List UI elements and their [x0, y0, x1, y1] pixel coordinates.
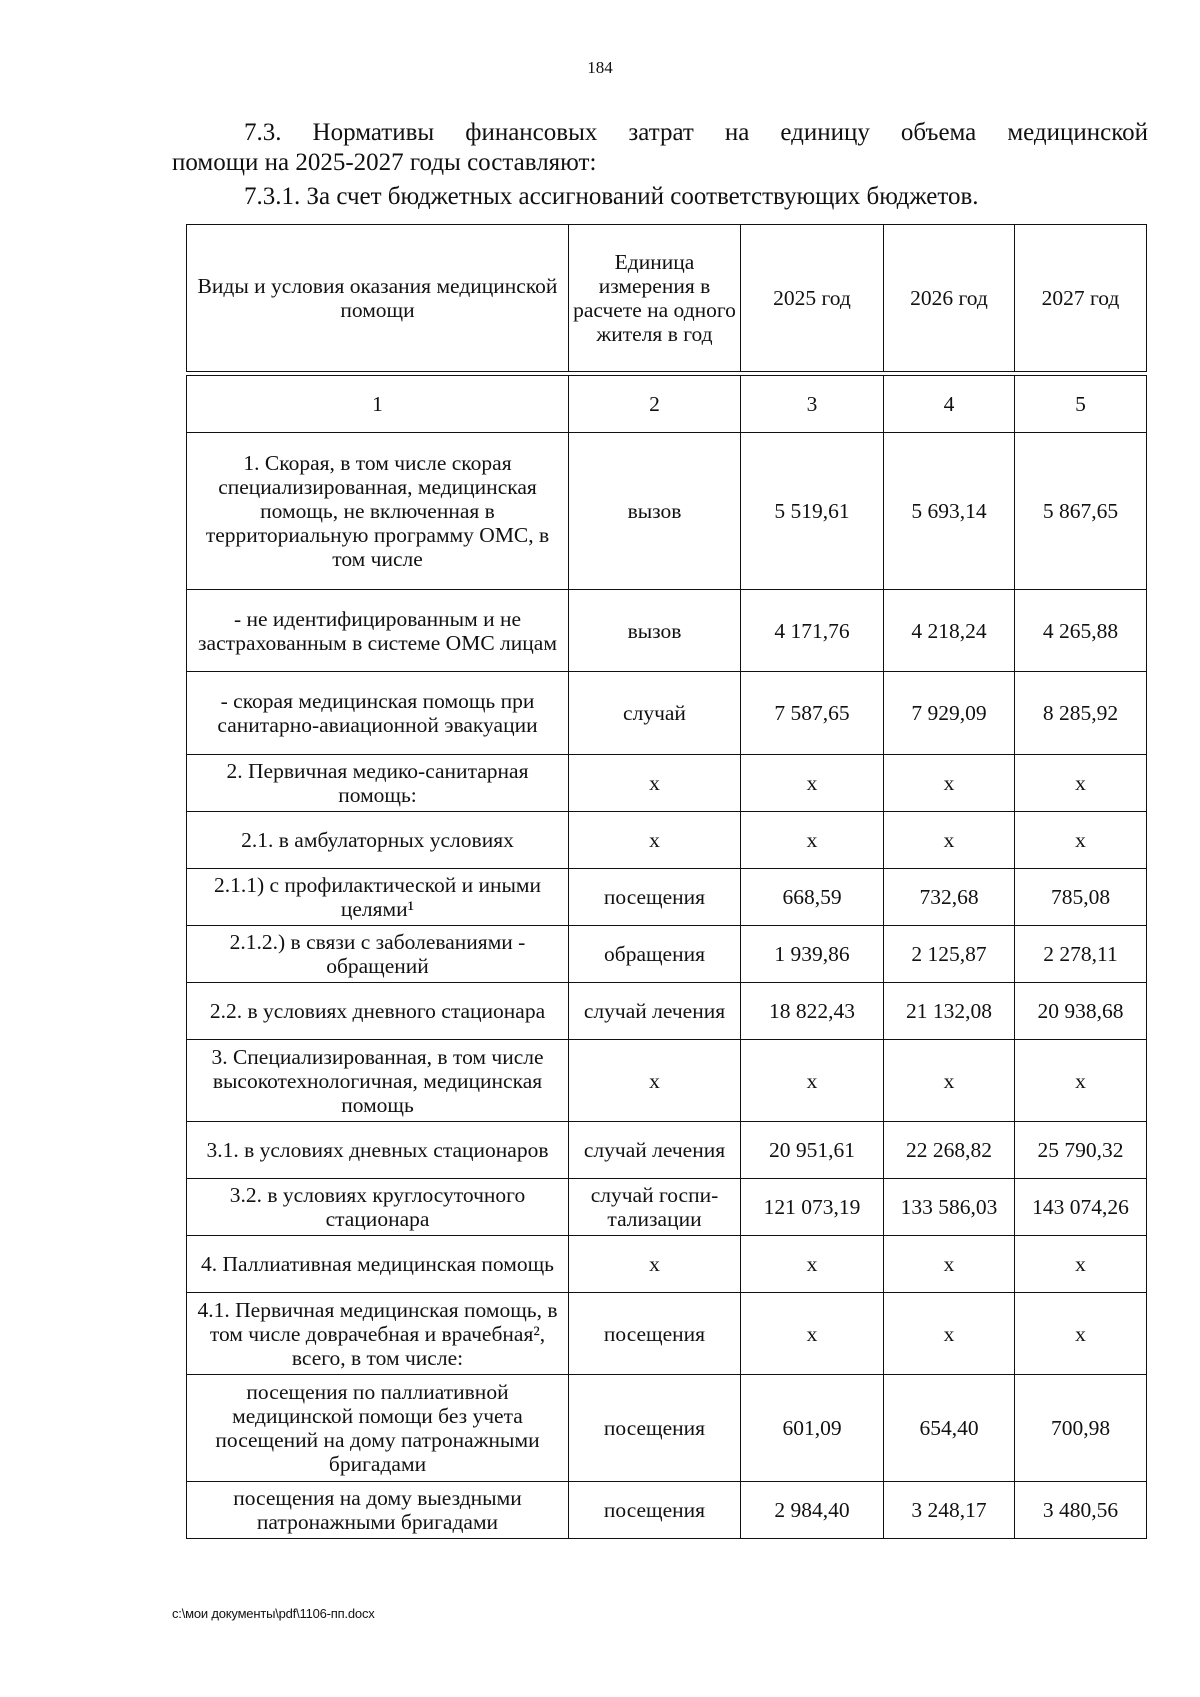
- row-value-2026: 2 125,87: [884, 926, 1015, 983]
- row-unit: х: [569, 1236, 741, 1293]
- paragraph-7-3-1: 7.3.1. За счет бюджетных ассигнований соответствующих бюджетов.: [244, 183, 979, 210]
- row-value-2026: х: [884, 812, 1015, 869]
- row-value-2026: х: [884, 755, 1015, 812]
- row-value-2025: 2 984,40: [741, 1482, 884, 1539]
- row-value-2025: х: [741, 1293, 884, 1375]
- row-value-2026: 5 693,14: [884, 433, 1015, 590]
- row-unit: случай лечения: [569, 1122, 741, 1179]
- row-value-2027: х: [1015, 812, 1147, 869]
- row-value-2027: х: [1015, 1293, 1147, 1375]
- table-row: [187, 1236, 1147, 1293]
- row-value-2026: 133 586,03: [884, 1179, 1015, 1236]
- table-row: [187, 812, 1147, 869]
- row-value-2026: 732,68: [884, 869, 1015, 926]
- row-value-2025: х: [741, 1236, 884, 1293]
- row-label: - не идентифицированным и не застрахованным в системе ОМС лицам: [187, 590, 569, 672]
- row-unit: обращения: [569, 926, 741, 983]
- row-label: 4. Паллиативная медицинская помощь: [187, 1236, 569, 1293]
- row-value-2027: х: [1015, 1236, 1147, 1293]
- row-label: 2.1.2.) в связи с заболеваниями - обращений: [187, 926, 569, 983]
- row-value-2026: 7 929,09: [884, 672, 1015, 755]
- header-cell: Виды и условия оказания медицинской помощи: [187, 225, 569, 372]
- row-label: 3. Специализированная, в том числе высокотехнологичная, медицинская помощь: [187, 1040, 569, 1122]
- table-row: [187, 869, 1147, 926]
- row-unit: посещения: [569, 1482, 741, 1539]
- row-value-2025: х: [741, 755, 884, 812]
- row-unit: х: [569, 1040, 741, 1122]
- row-value-2027: 700,98: [1015, 1375, 1147, 1482]
- row-value-2025: 121 073,19: [741, 1179, 884, 1236]
- row-label: 1. Скорая, в том числе скорая специализированная, медицинская помощь, не включенная в территориальную программу ОМС, в том числе: [187, 433, 569, 590]
- row-value-2026: х: [884, 1293, 1015, 1375]
- row-value-2027: 8 285,92: [1015, 672, 1147, 755]
- row-unit: посещения: [569, 1375, 741, 1482]
- row-unit: посещения: [569, 869, 741, 926]
- row-value-2025: 1 939,86: [741, 926, 884, 983]
- header-cell: 2026 год: [884, 225, 1015, 372]
- row-value-2025: 668,59: [741, 869, 884, 926]
- row-value-2026: 4 218,24: [884, 590, 1015, 672]
- column-number-cell: 2: [569, 376, 741, 433]
- row-unit: х: [569, 812, 741, 869]
- table-row: [187, 590, 1147, 672]
- row-value-2027: 25 790,32: [1015, 1122, 1147, 1179]
- row-label: 2.1.1) с профилактической и иными целями¹: [187, 869, 569, 926]
- row-label: 3.1. в условиях дневных стационаров: [187, 1122, 569, 1179]
- table-row: [187, 1122, 1147, 1179]
- row-value-2027: 785,08: [1015, 869, 1147, 926]
- column-number-cell: 4: [884, 376, 1015, 433]
- table-row: [187, 672, 1147, 755]
- row-value-2026: 22 268,82: [884, 1122, 1015, 1179]
- table-row: [187, 1293, 1147, 1375]
- row-unit: случай лечения: [569, 983, 741, 1040]
- row-value-2025: 4 171,76: [741, 590, 884, 672]
- file-path-footer: c:\мои документы\pdf\1106-пп.docx: [172, 1606, 375, 1621]
- row-value-2025: 601,09: [741, 1375, 884, 1482]
- table-body: [186, 375, 1147, 1539]
- row-unit: случай госпи-тализации: [569, 1179, 741, 1236]
- row-label: - скорая медицинская помощь при санитарно-авиационной эвакуации: [187, 672, 569, 755]
- row-unit: вызов: [569, 433, 741, 590]
- column-number-row: [187, 376, 1147, 433]
- row-value-2026: х: [884, 1236, 1015, 1293]
- row-label: посещения по паллиативной медицинской помощи без учета посещений на дому патронажными бригадами: [187, 1375, 569, 1482]
- row-unit: вызов: [569, 590, 741, 672]
- row-value-2025: х: [741, 812, 884, 869]
- header-cell: 2025 год: [741, 225, 884, 372]
- header-cell: Единица измерения в расчете на одного жителя в год: [569, 225, 741, 372]
- row-value-2027: 20 938,68: [1015, 983, 1147, 1040]
- row-unit: посещения: [569, 1293, 741, 1375]
- table-row: [187, 1179, 1147, 1236]
- row-value-2026: х: [884, 1040, 1015, 1122]
- page-number: 184: [587, 58, 613, 77]
- row-value-2026: 3 248,17: [884, 1482, 1015, 1539]
- row-unit: х: [569, 755, 741, 812]
- row-value-2025: 7 587,65: [741, 672, 884, 755]
- row-value-2027: 143 074,26: [1015, 1179, 1147, 1236]
- table-row: [187, 926, 1147, 983]
- row-value-2027: 3 480,56: [1015, 1482, 1147, 1539]
- paragraph-7-3-line-2: помощи на 2025-2027 годы составляют:: [172, 149, 597, 176]
- table-row: [187, 755, 1147, 812]
- row-value-2025: х: [741, 1040, 884, 1122]
- table-row: [187, 1375, 1147, 1482]
- row-value-2026: 654,40: [884, 1375, 1015, 1482]
- column-number-cell: 3: [741, 376, 884, 433]
- row-value-2025: 5 519,61: [741, 433, 884, 590]
- table-header: [186, 224, 1147, 372]
- row-value-2027: 4 265,88: [1015, 590, 1147, 672]
- row-label: 4.1. Первичная медицинская помощь, в том числе доврачебная и врачебная², всего, в том числе:: [187, 1293, 569, 1375]
- row-label: 2.1. в амбулаторных условиях: [187, 812, 569, 869]
- row-label: 2. Первичная медико-санитарная помощь:: [187, 755, 569, 812]
- table-row: [187, 983, 1147, 1040]
- row-unit: случай: [569, 672, 741, 755]
- paragraph-7-3-line-1: 7.3. Нормативы финансовых затрат на единицу объема медицинской: [244, 119, 1148, 146]
- row-label: 3.2. в условиях круглосуточного стационара: [187, 1179, 569, 1236]
- row-value-2027: х: [1015, 755, 1147, 812]
- table-row: [187, 433, 1147, 590]
- table-row: [187, 1482, 1147, 1539]
- column-number-cell: 5: [1015, 376, 1147, 433]
- row-value-2026: 21 132,08: [884, 983, 1015, 1040]
- header-row: [187, 225, 1147, 372]
- row-label: посещения на дому выездными патронажными бригадами: [187, 1482, 569, 1539]
- row-value-2025: 20 951,61: [741, 1122, 884, 1179]
- column-number-cell: 1: [187, 376, 569, 433]
- row-value-2025: 18 822,43: [741, 983, 884, 1040]
- row-value-2027: 2 278,11: [1015, 926, 1147, 983]
- header-cell: 2027 год: [1015, 225, 1147, 372]
- table-row: [187, 1040, 1147, 1122]
- row-value-2027: х: [1015, 1040, 1147, 1122]
- row-value-2027: 5 867,65: [1015, 433, 1147, 590]
- row-label: 2.2. в условиях дневного стационара: [187, 983, 569, 1040]
